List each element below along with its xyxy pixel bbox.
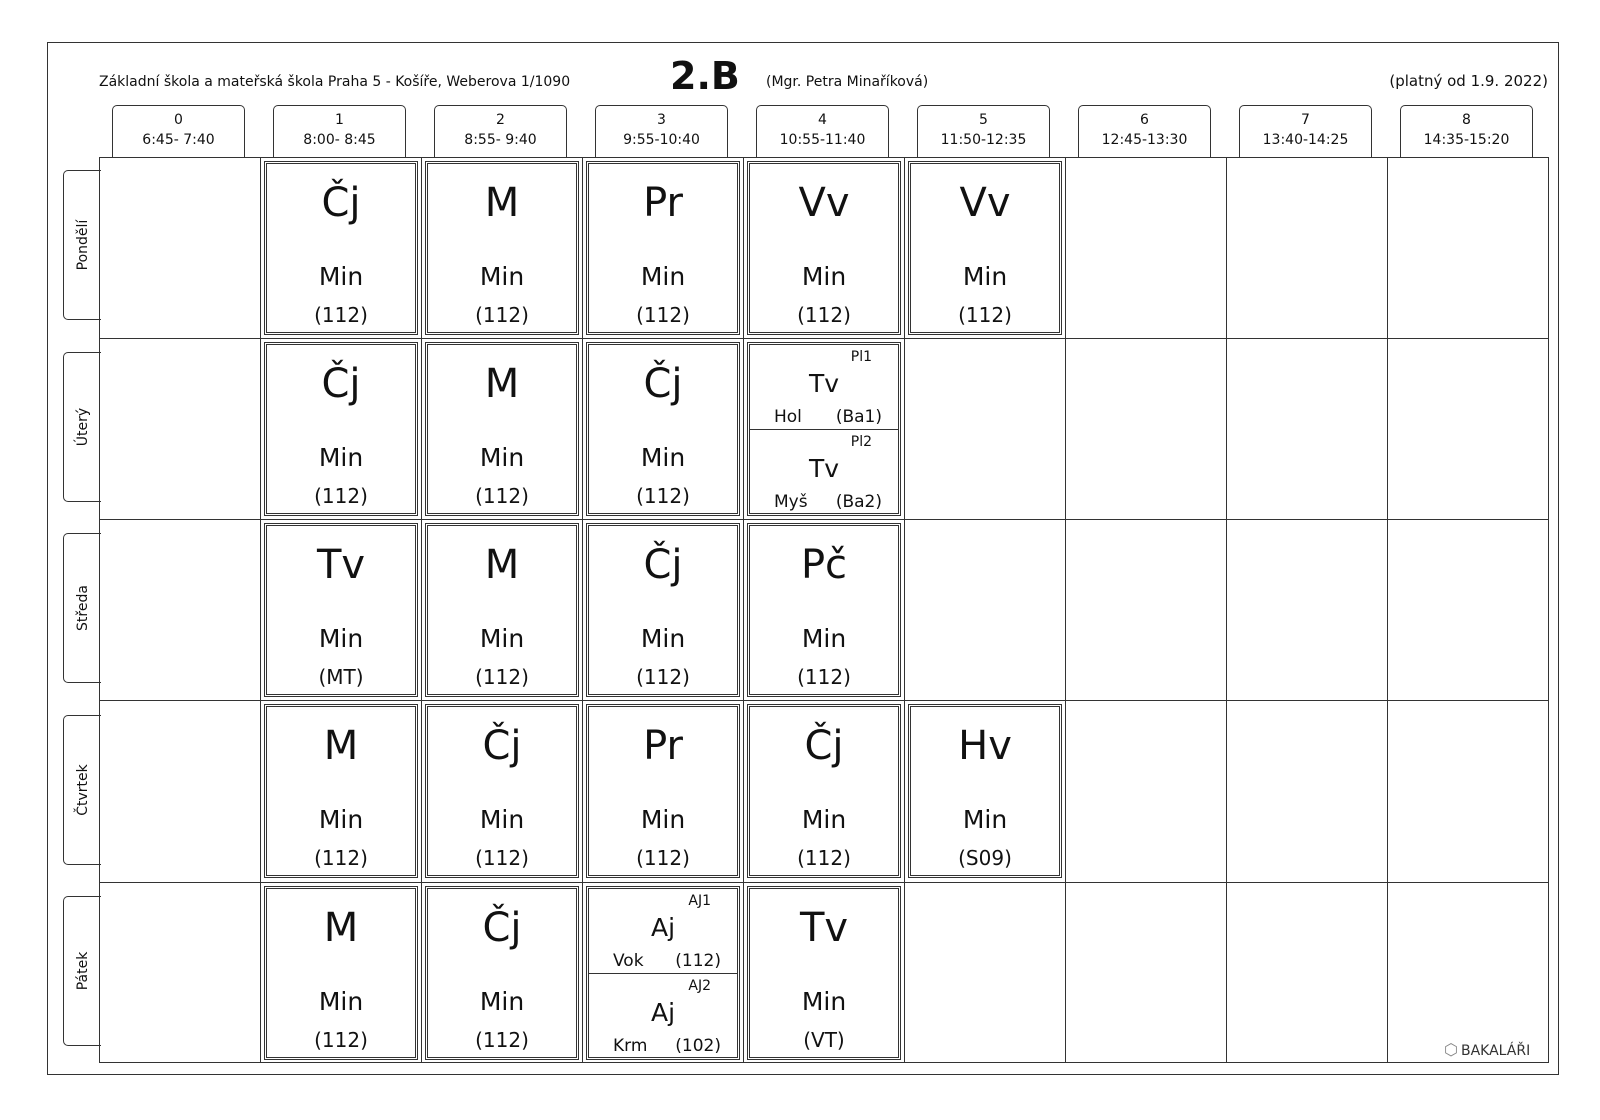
lesson-room: (Ba2) — [835, 492, 882, 512]
lesson-teacher: Min — [801, 624, 847, 653]
column-divider — [582, 157, 583, 1063]
lesson-room: (112) — [675, 951, 721, 971]
lesson-teacher: Min — [318, 987, 364, 1016]
lesson-subject: M — [323, 905, 359, 951]
lesson-subject: Čj — [482, 905, 522, 951]
lesson-teacher: Min — [318, 805, 364, 834]
lesson-subject: Pr — [643, 723, 683, 769]
lesson-subject: Čj — [804, 723, 844, 769]
hour-time: 9:55-10:40 — [623, 132, 700, 148]
lesson-cell[interactable] — [586, 523, 740, 697]
lesson-group-bottom — [589, 973, 737, 1058]
lesson-room: (112) — [475, 665, 529, 689]
hour-header-0 — [112, 105, 245, 157]
lesson-cell[interactable] — [747, 523, 901, 697]
lesson-room: (112) — [636, 484, 690, 508]
lesson-room: (112) — [636, 665, 690, 689]
lesson-subject: M — [484, 542, 520, 588]
lesson-room: (112) — [475, 303, 529, 327]
lesson-cell[interactable] — [908, 704, 1062, 878]
lesson-teacher: Min — [479, 624, 525, 653]
lesson-cell[interactable] — [747, 161, 901, 335]
lesson-subject: Tv — [316, 542, 366, 588]
lesson-cell[interactable] — [264, 523, 418, 697]
lesson-room: (112) — [797, 303, 851, 327]
day-label: Čtvrtek — [74, 764, 91, 816]
hour-number: 5 — [979, 112, 988, 128]
lesson-room: (112) — [958, 303, 1012, 327]
lesson-room: (112) — [797, 665, 851, 689]
row-divider — [99, 882, 1549, 883]
row-divider — [99, 519, 1549, 520]
lesson-room: (112) — [314, 1028, 368, 1052]
lesson-subject: M — [484, 361, 520, 407]
lesson-teacher: Vok — [613, 951, 644, 971]
lesson-subject: Pč — [800, 542, 848, 588]
lesson-teacher: Min — [318, 624, 364, 653]
lesson-cell[interactable] — [586, 161, 740, 335]
hour-header-1 — [273, 105, 406, 157]
lesson-teacher: Min — [640, 443, 686, 472]
lesson-cell[interactable] — [425, 161, 579, 335]
lesson-cell-split[interactable] — [586, 886, 740, 1060]
school-name: Základní škola a mateřská škola Praha 5 - Košíře, Weberova 1/1090 — [99, 74, 571, 90]
lesson-teacher: Min — [640, 262, 686, 291]
lesson-teacher: Min — [479, 262, 525, 291]
hour-number: 8 — [1462, 112, 1471, 128]
lesson-group-top — [589, 889, 737, 973]
lesson-subject: M — [323, 723, 359, 769]
lesson-cell[interactable] — [425, 886, 579, 1060]
lesson-subject: Pr — [643, 180, 683, 226]
lesson-cell[interactable] — [264, 704, 418, 878]
lesson-group: AJ1 — [688, 893, 711, 909]
day-header-wednesday — [63, 533, 101, 683]
lesson-subject: Vv — [959, 180, 1011, 226]
lesson-room: (102) — [675, 1036, 721, 1056]
column-divider — [1387, 157, 1388, 1063]
lesson-subject: Čj — [321, 180, 361, 226]
lesson-room: (112) — [797, 846, 851, 870]
day-header-friday — [63, 896, 101, 1046]
row-divider — [99, 700, 1549, 701]
lesson-subject: Vv — [798, 180, 850, 226]
lesson-cell[interactable] — [586, 342, 740, 516]
class-teacher: (Mgr. Petra Minaříková) — [766, 74, 929, 90]
bakalari-logo — [1444, 1040, 1530, 1059]
logo-text: BAKALÁŘI — [1460, 1043, 1531, 1059]
column-divider — [1065, 157, 1066, 1063]
lesson-teacher: Min — [479, 805, 525, 834]
hour-time: 11:50-12:35 — [940, 132, 1027, 148]
lesson-subject: Tv — [808, 454, 840, 483]
column-divider — [743, 157, 744, 1063]
lesson-teacher: Min — [479, 443, 525, 472]
lesson-teacher: Min — [318, 443, 364, 472]
hour-time: 6:45- 7:40 — [142, 132, 215, 148]
lesson-room: (112) — [314, 484, 368, 508]
lesson-room: (112) — [636, 303, 690, 327]
hour-number: 1 — [335, 112, 344, 128]
hour-time: 10:55-11:40 — [779, 132, 866, 148]
hour-header-5 — [917, 105, 1050, 157]
hour-number: 0 — [174, 112, 183, 128]
lesson-teacher: Hol — [774, 407, 802, 427]
bakalari-logo-icon: ⬡ — [1444, 1040, 1458, 1059]
lesson-cell[interactable] — [586, 704, 740, 878]
hour-time: 12:45-13:30 — [1101, 132, 1188, 148]
lesson-teacher: Min — [640, 624, 686, 653]
lesson-subject: M — [484, 180, 520, 226]
lesson-room: (112) — [636, 846, 690, 870]
lesson-room: (112) — [314, 846, 368, 870]
lesson-group: Pl2 — [850, 434, 872, 450]
hour-number: 6 — [1140, 112, 1149, 128]
lesson-room: (112) — [475, 846, 529, 870]
day-label: Pondělí — [74, 219, 91, 271]
lesson-teacher: Min — [801, 987, 847, 1016]
lesson-teacher: Min — [962, 805, 1008, 834]
column-divider — [260, 157, 261, 1063]
lesson-subject: Čj — [643, 361, 683, 407]
lesson-cell[interactable] — [747, 704, 901, 878]
lesson-room: (S09) — [958, 846, 1012, 870]
lesson-cell[interactable] — [264, 342, 418, 516]
day-header-monday — [63, 170, 101, 320]
column-divider — [421, 157, 422, 1063]
lesson-teacher: Krm — [613, 1036, 648, 1056]
lesson-cell[interactable] — [425, 704, 579, 878]
lesson-group-bottom — [750, 429, 898, 514]
lesson-cell[interactable] — [264, 886, 418, 1060]
lesson-cell[interactable] — [425, 342, 579, 516]
hour-header-8 — [1400, 105, 1533, 157]
hour-header-4 — [756, 105, 889, 157]
lesson-teacher: Myš — [774, 492, 808, 512]
lesson-subject: Čj — [643, 542, 683, 588]
hour-header-3 — [595, 105, 728, 157]
lesson-room: (MT) — [318, 665, 364, 689]
lesson-cell[interactable] — [264, 161, 418, 335]
lesson-teacher: Min — [801, 262, 847, 291]
hour-header-6 — [1078, 105, 1211, 157]
class-name: 2.B — [670, 54, 740, 98]
lesson-group: AJ2 — [688, 978, 711, 994]
lesson-room: (112) — [475, 1028, 529, 1052]
lesson-teacher: Min — [318, 262, 364, 291]
hour-number: 4 — [818, 112, 827, 128]
lesson-subject: Aj — [650, 998, 676, 1027]
column-divider — [904, 157, 905, 1063]
lesson-subject: Hv — [958, 723, 1012, 769]
lesson-cell[interactable] — [747, 886, 901, 1060]
hour-header-7 — [1239, 105, 1372, 157]
hour-number: 3 — [657, 112, 666, 128]
lesson-group-top — [750, 345, 898, 429]
lesson-room: (112) — [475, 484, 529, 508]
row-divider — [99, 338, 1549, 339]
lesson-room: (Ba1) — [835, 407, 882, 427]
day-header-tuesday — [63, 352, 101, 502]
lesson-teacher: Min — [962, 262, 1008, 291]
lesson-room: (VT) — [803, 1028, 845, 1052]
lesson-room: (112) — [314, 303, 368, 327]
lesson-teacher: Min — [801, 805, 847, 834]
day-label: Pátek — [74, 951, 91, 991]
day-header-thursday — [63, 715, 101, 865]
lesson-subject: Tv — [799, 905, 849, 951]
hour-header-2 — [434, 105, 567, 157]
hour-time: 13:40-14:25 — [1262, 132, 1349, 148]
column-divider — [1226, 157, 1227, 1063]
hour-time: 8:55- 9:40 — [464, 132, 537, 148]
lesson-teacher: Min — [479, 987, 525, 1016]
lesson-cell-split[interactable] — [747, 342, 901, 516]
day-label: Úterý — [74, 407, 91, 447]
hour-time: 14:35-15:20 — [1423, 132, 1510, 148]
valid-from: (platný od 1.9. 2022) — [1389, 72, 1548, 90]
lesson-subject: Čj — [321, 361, 361, 407]
lesson-group: Pl1 — [850, 349, 872, 365]
lesson-subject: Čj — [482, 723, 522, 769]
lesson-cell[interactable] — [908, 161, 1062, 335]
hour-number: 7 — [1301, 112, 1310, 128]
day-label: Středa — [74, 585, 91, 631]
lesson-subject: Aj — [650, 913, 676, 942]
lesson-subject: Tv — [808, 369, 840, 398]
hour-number: 2 — [496, 112, 505, 128]
hour-time: 8:00- 8:45 — [303, 132, 376, 148]
lesson-teacher: Min — [640, 805, 686, 834]
lesson-cell[interactable] — [425, 523, 579, 697]
